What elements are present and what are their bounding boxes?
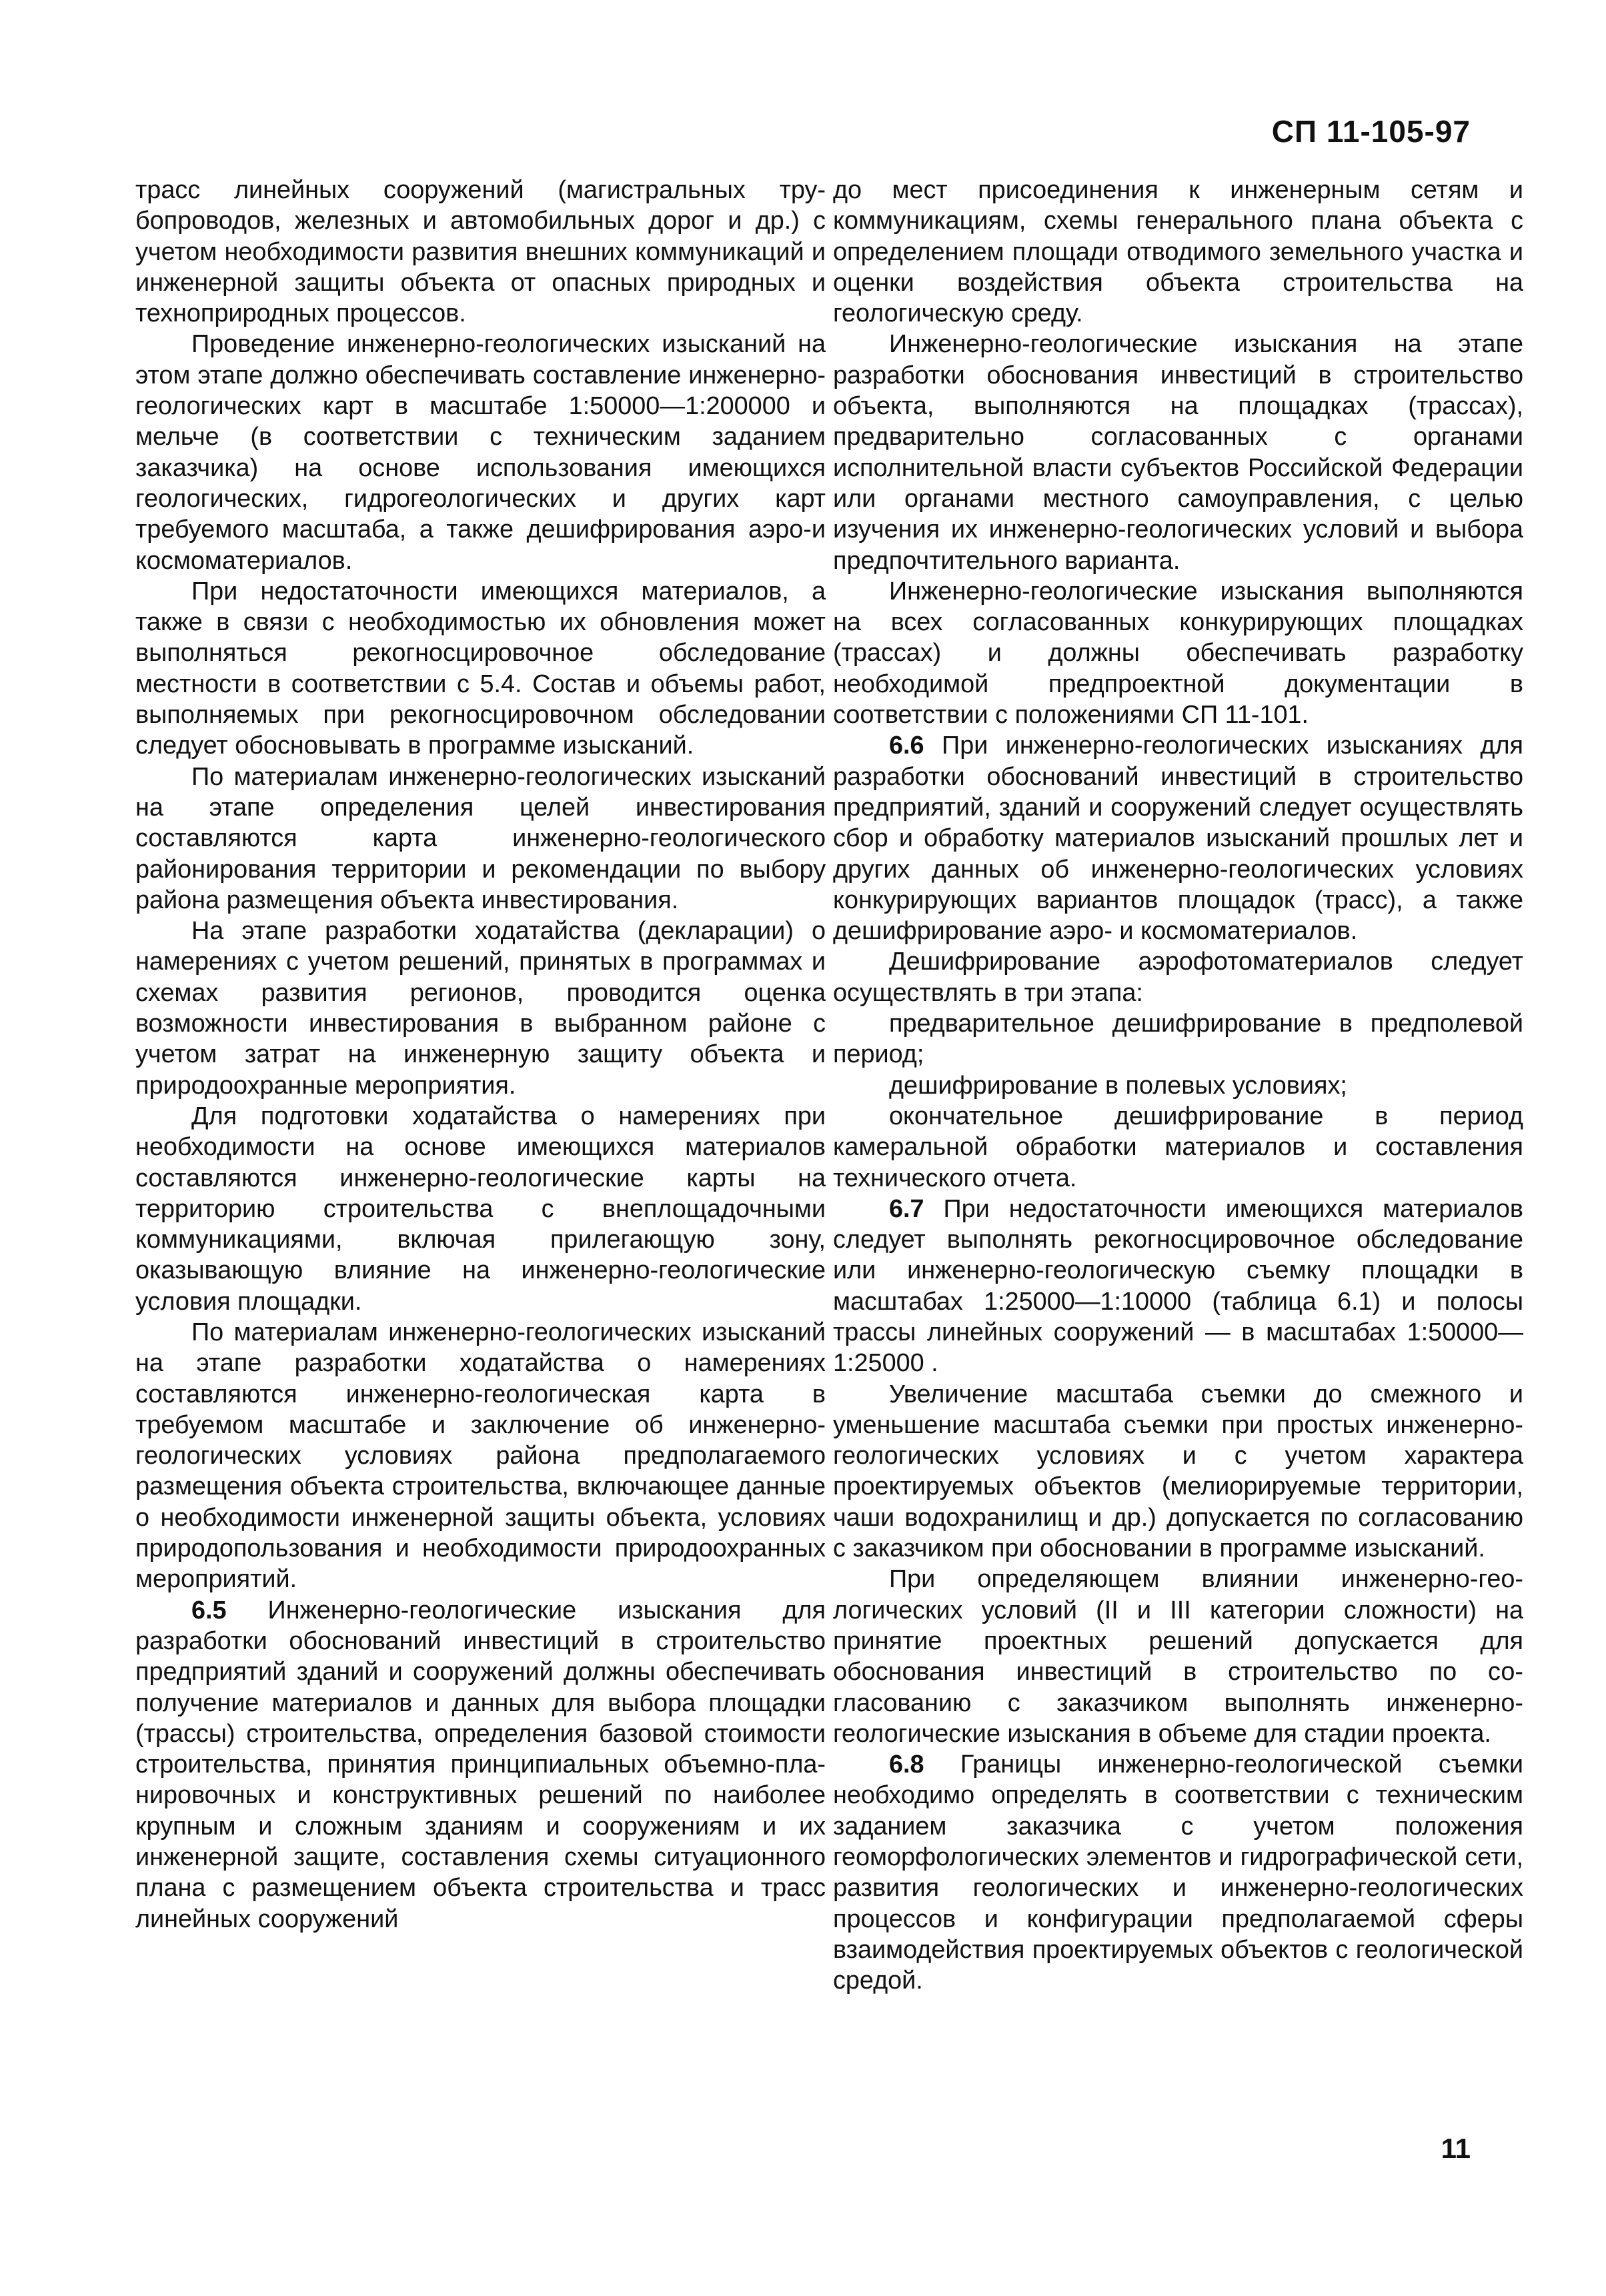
list-item: окончательное дешифрирование в период камеральной обработки материалов и составления технического отчета. [833,1102,1523,1192]
section-text: Границы инженерно-геологической съемки необходимо определять в соответствии с техническим заданием заказчика с учетом положения геоморфологических элементов и гидрографической сети, развития геологических и инженерно-геологических процессов и конфигурации предполагаемой сферы взаимодействия проектируемых объектов с геологической средой. [833,1751,1523,1995]
paragraph: Дешифрирование аэрофотоматериалов следует осуществлять в три этапа: [833,948,1523,1007]
list-item: предварительное дешифрирование в предполевой период; [833,1010,1523,1069]
paragraph: На этапе разработки ходатайства (декларации) о намерениях с учетом решений, принятых в программах и схемах развития регионов, проводится оценка возможности инвестирования в выбранном районе с учетом затрат на инженерную защиту объекта и природоохранные мероприятия. [135,917,826,1100]
paragraph: При определяющем влиянии инженерно-геологических условий (II и III категории сложности) на принятие проектных решений допускается для обоснования инвестиций в строительство по согласованию с заказчиком выполнять инженерногеологические изыскания в объеме для стадии проекта. [833,1565,1523,1748]
section-text: При недостаточности имеющихся материалов следует выполнять рекогносцировочное обследование или инженерно-геологическую съемку площадки в масштабах 1:25000—1:10000 (таблица 6.1) и полосы трассы линейных сооружений — в масштабах 1:50000—1:25000 . [833,1194,1523,1378]
section-number: 6.7 [889,1194,924,1223]
section-paragraph-6-5 [135,1595,826,1935]
right-column [833,175,1523,1997]
section-paragraph-6-8 [833,1749,1523,1996]
paragraph: трасс линейных сооружений (магистральных трубопроводов, железных и автомобильных дорог и др.) с учетом необходимости развития внешних коммуникаций и инженерной защиты объекта от опасных природных и техноприродных процессов. [135,176,826,328]
section-paragraph-6-7 [833,1194,1523,1379]
section-text: Инженерно-геологические изыскания для разработки обоснований инвестиций в строительство предприятий зданий и сооружений должны обеспечивать получение материалов и данных для выбора площадки (трассы) строительства, определения базовой стоимости строительства, принятия принципиальных объемно-планировочных и конструктивных решений по наиболее крупным и сложным зданиям и сооружениям и их инженерной защите, составления схемы ситуационного плана с размещением объекта строительства и трасс линейных сооружений [135,1596,826,1933]
paragraph: По материалам инженерно-геологических изысканий на этапе разработки ходатайства о намерениях составляются инженерно-геологическая карта в требуемом масштабе и заключение об инженерно-геологических условиях района предполагаемого размещения объекта строительства, включающее данные о необходимости инженерной защиты объекта, условиях природопользования и необходимости природоохранных мероприятий. [135,1318,826,1594]
paragraph: По материалам инженерно-геологических изысканий на этапе определения целей инвестирования составляются карта инженерно-геологического районирования территории и рекомендации по выбору района размещения объекта инвестирования. [135,762,826,914]
paragraph: При недостаточности имеющихся материалов, а также в связи с необходимостью их обновления может выполняться рекогносцировочное обследование местности в соответствии с 5.4. Состав и объемы работ, выполняемых при рекогносцировочном обследовании следует обосновывать в программе изысканий. [135,577,826,760]
section-text: При инженерно-геологических изысканиях для разработки обоснований инвестиций в строительство предприятий, зданий и сооружений следует осуществлять сбор и обработку материалов изысканий прошлых лет и других данных об инженерно-геологических условиях конкурирующих вариантов площадок (трасс), а также дешифрирование аэро- и космоматериалов. [833,732,1523,946]
paragraph: Инженерно-геологические изыскания выполняются на всех согласованных конкурирующих площадках (трассах) и должны обеспечивать разработку необходимой предпроектной документации в соответствии с положениями СП 11-101. [833,577,1523,730]
document-code: СП 11-105-97 [1271,114,1471,149]
left-column [135,175,826,1935]
paragraph: Для подготовки ходатайства о намерениях при необходимости на основе имеющихся материалов составляются инженерно-геологические карты на территорию строительства с внеплощадочными коммуникациями, включая прилегающую зону, оказывающую влияние на инженерно-геологические условия площадки. [135,1102,826,1316]
paragraph: Проведение инженерно-геологических изысканий на этом этапе должно обеспечивать составление инженерно-геологических карт в масштабе 1:50000—1:200000 и мельче (в соответствии с техническим заданием заказчика) на основе использования имеющихся геологических, гидрогеологических и других карт требуемого масштаба, а также дешифрирования аэро-и космоматериалов. [135,330,826,575]
list-item: дешифрирование в полевых условиях; [889,1071,1347,1100]
paragraph: до мест присоединения к инженерным сетям и коммуникациям, схемы генерального плана объекта с определением площади отводимого земельного участка и оценки воздействия объекта строительства на геологическую среду. [833,176,1523,328]
paragraph: Увеличение масштаба съемки до смежного и уменьшение масштаба съемки при простых инженерно-геологических условиях и с учетом характера проектируемых объектов (мелиорируемые территории, чаши водохранилищ и др.) допускается по согласованию с заказчиком при обосновании в программе изысканий. [833,1380,1523,1563]
paragraph: Инженерно-геологические изыскания на этапе разработки обоснования инвестиций в строительство объекта, выполняются на площадках (трассах), предварительно согласованных с органами исполнительной власти субъектов Российской Федерации или органами местного самоуправления, с целью изучения их инженерно-геологических условий и выбора предпочтительного варианта. [833,330,1523,575]
section-paragraph-6-6 [833,730,1523,946]
section-number: 6.8 [889,1751,924,1779]
page-number: 11 [1441,2133,1471,2164]
section-number: 6.5 [191,1596,227,1624]
section-number: 6.6 [889,732,924,760]
